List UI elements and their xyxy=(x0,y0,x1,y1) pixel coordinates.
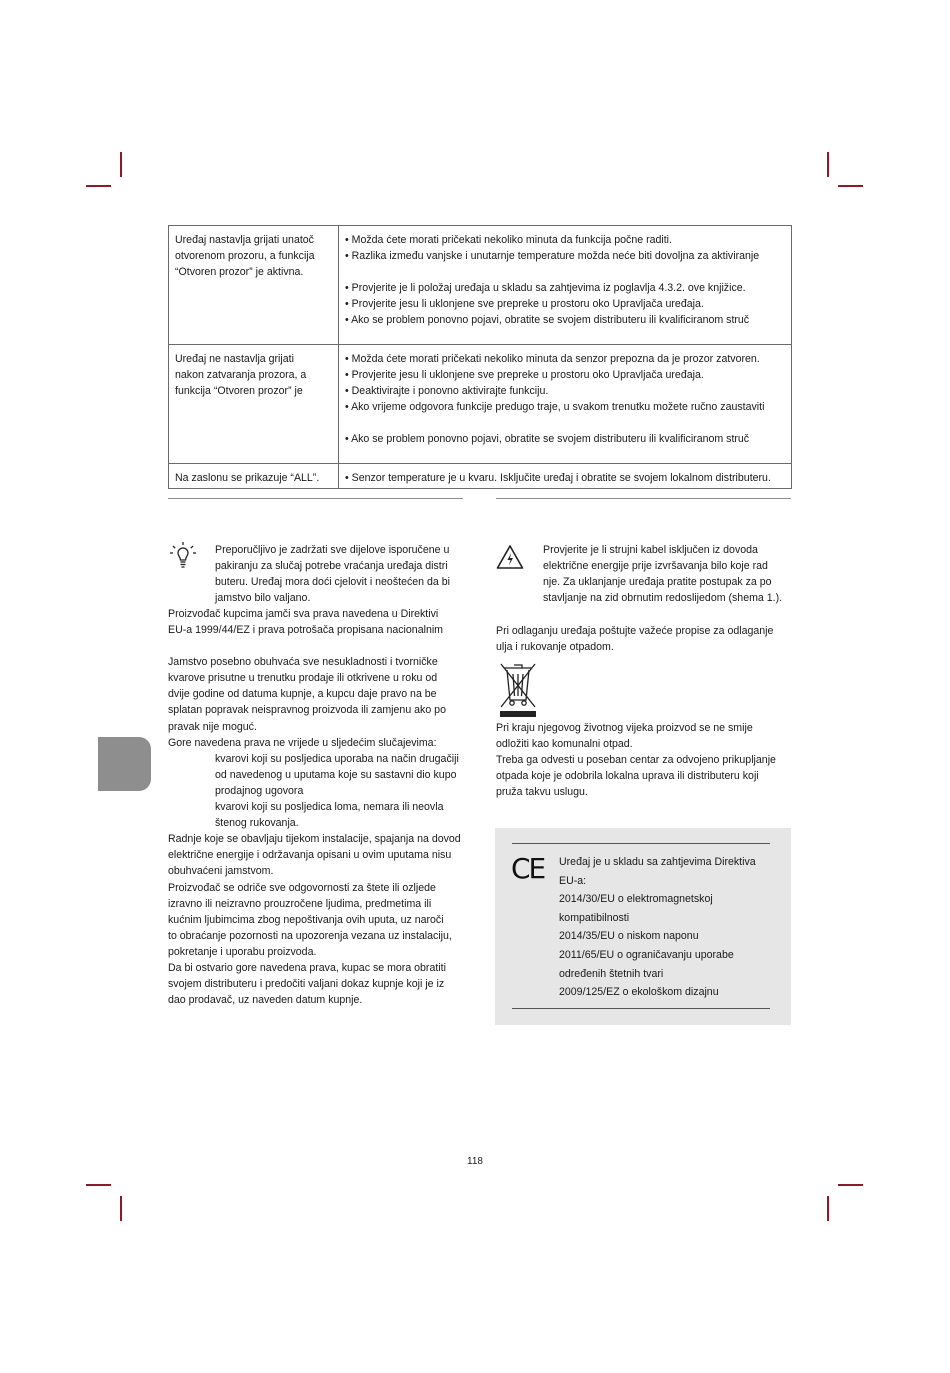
ce-mark-icon: CE xyxy=(511,852,545,885)
table-row xyxy=(169,226,792,345)
table-row xyxy=(169,345,792,464)
crop-mark-bottom-left-h xyxy=(86,1184,111,1186)
text-line: kompatibilnosti xyxy=(559,911,630,924)
text-line: pravak nije moguć. xyxy=(168,720,257,733)
crop-mark-top-right-h xyxy=(838,185,863,187)
weee-text xyxy=(496,720,790,800)
text-line: kvarovi koji su posljedica loma, nemara ili neovla xyxy=(215,801,444,814)
text-line: pokretanje i uporabu proizvoda. xyxy=(168,945,317,958)
text-line: Jamstvo posebno obuhvaća sve nesukladnosti i tvorničke xyxy=(168,656,438,669)
text-line: ulja i rukovanje otpadom. xyxy=(496,641,614,654)
text-line: električne energije prije izvršavanja bilo koje rad xyxy=(543,560,768,573)
text-line: buteru. Uređaj mora doći cjelovit i neoštećen da bi xyxy=(215,576,450,589)
text-line: prodajnog ugovora xyxy=(215,784,304,797)
text-line: svojem distributeru i predočiti valjani dokaz kupnje koji je iz xyxy=(168,978,445,991)
text-line: otpada koje je odobrila lokalna uprava ili distributeru koji xyxy=(496,770,759,783)
text-line: stavljanje na zid obrnutim redoslijedom (shema 1.). xyxy=(543,592,783,605)
text-line: 2014/30/EU o elektromagnetskoj xyxy=(559,893,713,906)
text-line: kućnim ljubimcima zbog nepoštivanja ovih uputa, uz naroči xyxy=(168,913,444,926)
text-line: 2009/125/EZ o ekološkom dizajnu xyxy=(559,986,719,999)
text-line: EU-a 1999/44/EZ i prava potrošača propisana nacionalnim xyxy=(168,624,444,637)
text-line: Da bi ostvario gore navedena prava, kupac se mora obratiti xyxy=(168,961,446,974)
text-line: EU-a: xyxy=(559,874,587,887)
text-line: određenih štetnih tvari xyxy=(559,967,664,980)
crop-mark-bottom-right-h xyxy=(838,1184,863,1186)
tip-text xyxy=(215,542,463,606)
text-line: Provjerite je li strujni kabel isključen iz dovoda xyxy=(543,544,758,556)
solution-cell: • Možda ćete morati pričekati nekoliko minuta da senzor prepozna da je prozor zatvoren. • Provjerite jesu li uklonjene sve prepreke u prostoru oko Upravljača uređaja. • Deaktivirajte i ponovno aktivirajte funkciju. • Ako vrijeme odgovora funkcije predugo traje, u svakom trenutku možete ručno zaustaviti • Ako se problem ponovno pojavi, obratite se svojem distributeru ili kvalificiranom struč xyxy=(339,345,792,464)
text-line: Uređaj je u skladu sa zahtjevima Direktiva xyxy=(559,856,756,868)
page-number: 118 xyxy=(467,1156,483,1167)
weee-bin-icon xyxy=(498,660,538,718)
text-line: obuhvaćeni jamstvom. xyxy=(168,865,274,878)
text-line: odložiti kao komunalni otpad. xyxy=(496,738,633,751)
text-line: kvarovi koji su posljedica uporaba na način drugačiji xyxy=(215,752,459,765)
crop-mark-top-right-v xyxy=(827,152,829,177)
warning-text xyxy=(543,542,790,606)
crop-mark-top-left-h xyxy=(86,185,111,187)
text-line: pruža takvu uslugu. xyxy=(496,786,588,799)
solution-cell: • Senzor temperature je u kvaru. Isključite uređaj i obratite se svojem lokalnom distributeru. xyxy=(339,464,792,489)
ce-directives-list xyxy=(559,853,779,1002)
troubleshooting-table xyxy=(168,225,792,489)
text-line: Preporučljivo je zadržati sve dijelove isporučene u xyxy=(215,544,450,556)
text-line: dao prodavač, uz naveden datum kupnje. xyxy=(168,994,363,1007)
problem-cell: Na zaslonu se prikazuje “ALL”. xyxy=(169,464,339,489)
text-line: električne energije i održavanja opisani u ovim uputama nisu xyxy=(168,849,452,862)
solution-cell: • Možda ćete morati pričekati nekoliko minuta da funkcija počne raditi. • Razlika između vanjske i unutarnje temperature možda neće biti dovoljna za aktiviranje • Provjerite je li položaj uređaja u skladu sa zahtjevima iz poglavlja 4.3.2. ove knjižice. • Provjerite jesu li uklonjene sve prepreke u prostoru oko Upravljača uređaja. • Ako se problem ponovno pojavi, obratite se svojem distributeru ili kvalificiranom struč xyxy=(339,226,792,345)
text-line: 2014/35/EU o niskom naponu xyxy=(559,930,699,943)
section-divider-right xyxy=(496,498,791,499)
text-line: pakiranju za slučaj potrebe vraćanja uređaja distri xyxy=(215,560,448,573)
disposal-text xyxy=(496,623,790,655)
crop-mark-bottom-left-v xyxy=(120,1196,122,1221)
text-line: kvarove prisutne u trenutku prodaje ili otkrivene u roku od xyxy=(168,672,438,685)
table-row xyxy=(169,464,792,489)
section-divider-left xyxy=(168,498,463,499)
problem-cell: Uređaj nastavlja grijati unatoč otvorenom prozoru, a funkcija “Otvoren prozor” je aktivna. xyxy=(169,226,339,345)
text-line: nje. Za uklanjanje uređaja pratite postupak za po xyxy=(543,576,772,589)
text-line: Pri odlaganju uređaja poštujte važeće propise za odlaganje xyxy=(496,625,774,637)
text-line: Proizvođač kupcima jamči sva prava navedena u Direktivi xyxy=(168,608,439,620)
text-line: 2011/65/EU o ograničavanju uporabe xyxy=(559,948,734,961)
electrical-warning-icon xyxy=(496,544,524,570)
ce-box-bottom-rule xyxy=(512,1008,770,1009)
text-line: štenog rukovanja. xyxy=(215,817,299,830)
lightbulb-icon xyxy=(168,540,198,572)
ce-compliance-box xyxy=(495,828,791,1025)
text-line: to obraćanje pozornosti na upozorenja vezana uz instalaciju, xyxy=(168,929,452,942)
text-line: Treba ga odvesti u poseban centar za odvojeno prikupljanje xyxy=(496,754,776,767)
crop-mark-top-left-v xyxy=(120,152,122,177)
text-line: od navedenog u uputama koje su sastavni dio kupo xyxy=(215,768,457,781)
problem-cell: Uređaj ne nastavlja grijati nakon zatvaranja prozora, a funkcija “Otvoren prozor” je xyxy=(169,345,339,464)
warranty-text xyxy=(168,606,463,1008)
ce-box-top-rule xyxy=(512,843,770,844)
text-line: Pri kraju njegovog životnog vijeka proizvod se ne smije xyxy=(496,722,753,734)
crop-mark-bottom-right-v xyxy=(827,1196,829,1221)
text-line: izravno ili neizravno prouzročene ljudima, predmetima ili xyxy=(168,897,432,910)
text-line: Gore navedena prava ne vrijede u sljedećim slučajevima: xyxy=(168,736,437,749)
side-tab xyxy=(98,737,151,791)
text-line: dvije godine od datuma kupnje, a kupcu daje pravo na be xyxy=(168,688,437,701)
text-line: Radnje koje se obavljaju tijekom instalacije, spajanja na dovod xyxy=(168,833,461,846)
text-line: Proizvođač se odriče sve odgovornosti za štete ili ozljede xyxy=(168,881,436,894)
text-line: jamstvo bilo valjano. xyxy=(215,592,311,605)
text-line: splatan popravak neispravnog proizvoda ili zamjenu ako po xyxy=(168,704,446,717)
